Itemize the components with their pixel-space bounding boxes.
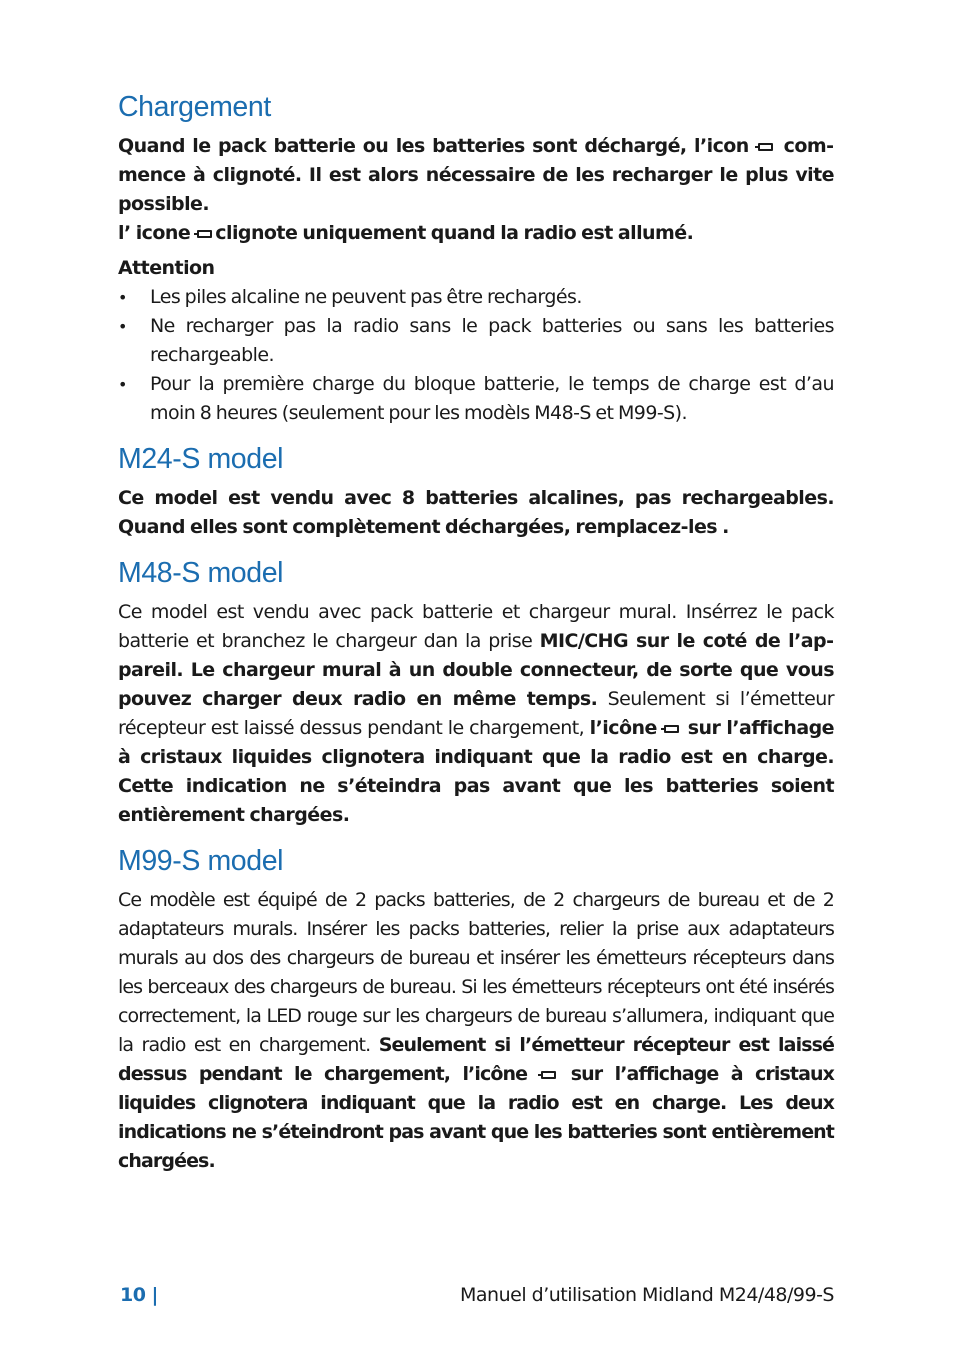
m48-text-part2: MIC/CHG sur le coté de l’appareil. Le chargeur mural à un double connecteur, de sorte que vous pouvez charger deux radio en même temps. — [118, 630, 834, 710]
page-footer — [118, 1284, 834, 1312]
bullet-glyph: • — [118, 317, 127, 336]
battery-low-icon — [664, 725, 679, 733]
chargement-intro — [118, 132, 834, 219]
section-heading-m99: M99-S model — [118, 845, 284, 877]
m99-text-part3: sur l’affichage à cristaux liquides clignotera indiquant que la radio est en charge. Les deux indications ne s’éteindront pas avant que les batteries sont entièrement chargées. — [118, 1063, 834, 1172]
chargement-intro-part1: Quand le pack batterie ou les batteries sont déchargé, l’icon — [118, 135, 749, 157]
chargement-note — [118, 219, 834, 248]
attention-label: Attention — [118, 257, 215, 279]
battery-low-icon — [758, 143, 773, 151]
battery-low-icon — [541, 1071, 556, 1079]
m48-text-part3: Seulement si l’émetteur récepteur est laissé dessus pendant le chargement, — [118, 688, 834, 739]
m48-text — [118, 598, 834, 830]
list-item — [118, 283, 834, 312]
m99-text-part2: Seulement si l’émetteur récepteur est laissé dessus pendant le chargement, l’icône — [118, 1034, 834, 1085]
m24-text: Ce model est vendu avec 8 batteries alcalines, pas rechargeables. Quand elles sont complètement déchargées, remplacez-les . — [118, 487, 834, 538]
m99-text — [118, 886, 834, 1176]
m48-text-part5: sur l’affichage à cristaux liquides clignotera indiquant que la radio est en charge. Cette indication ne s’éteindra pas avant que les batteries soient entièrement chargées. — [118, 717, 834, 826]
attention-list — [118, 283, 834, 428]
bullet-glyph: • — [118, 288, 127, 307]
section-heading-m48: M48-S model — [118, 557, 284, 589]
section-heading-chargement: Chargement — [118, 91, 271, 123]
chargement-note-part1: l’ icone — [118, 222, 191, 244]
m99-text-part1: Ce modèle est équipé de 2 packs batteries, de 2 chargeurs de bureau et de 2 adaptateurs murals. Insérer les packs batteries, relier la prise aux adaptateurs murals au dos des chargeurs de bureau et insérer les émetteurs récepteurs dans les berceaux des chargeurs de bureau. Si les émetteurs récepteurs ont été insérés correctement, la LED rouge sur les chargeurs de bureau s’allumera, indiquant que la radio est en chargement. — [118, 889, 834, 1056]
chargement-note-part2: clignote uniquement quand la radio est allumé. — [215, 222, 694, 244]
page-number: 10 | — [120, 1284, 158, 1306]
chargement-intro-part2: commence à clignoté. Il est alors nécessaire de les recharger le plus vite possible. — [118, 135, 834, 215]
page-content — [118, 88, 834, 1176]
list-item — [118, 370, 834, 428]
m48-text-part4: l’icône — [589, 717, 657, 739]
m48-text-part1: Ce model est vendu avec pack batterie et chargeur mural. Insérrez le pack batterie et branchez le chargeur dan la prise — [118, 601, 834, 652]
list-item-text: Pour la première charge du bloque batterie, le temps de charge est d’au moin 8 heures (seulement pour les modèls M48-S et M99-S). — [150, 373, 834, 424]
list-item-text: Ne recharger pas la radio sans le pack batteries ou sans les batteries rechargeable. — [150, 315, 834, 366]
footer-manual-title: Manuel d’utilisation Midland M24/48/99-S — [460, 1284, 834, 1306]
list-item — [118, 312, 834, 370]
section-heading-m24: M24-S model — [118, 443, 284, 475]
list-item-text: Les piles alcaline ne peuvent pas être rechargés. — [150, 286, 582, 308]
bullet-glyph: • — [118, 375, 127, 394]
battery-low-icon — [197, 230, 212, 238]
